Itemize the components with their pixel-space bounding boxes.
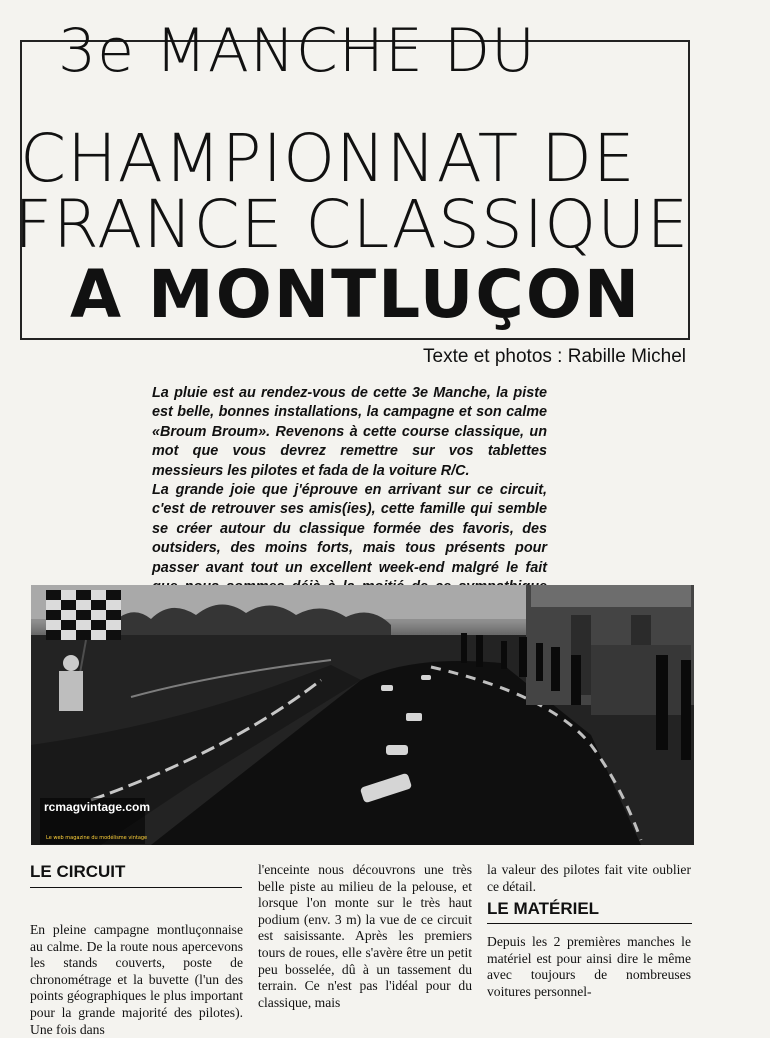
column-1-text: En pleine campagne montluçonnaise au calme. De la route nous apercevons les stands couverts, poste de chronométrage et la buvette (l'un des points géographiques le plus important pour la grande majorité des pilotes). Une fois dans [30, 922, 243, 1037]
intro-text [152, 384, 547, 617]
heading-rule [30, 887, 242, 888]
site-logo: rcmagvintage.com [44, 800, 151, 814]
intro-paragraph-1: La pluie est au rendez-vous de cette 3e Manche, la piste est belle, bonnes installations, la campagne et son calme «Broum Broum». Revenons à cette course classique, un mot que vous devrez remettre sur vos tablettes messieurs les pilotes et fada de la voiture R/C. [152, 385, 547, 479]
title-line-3: FRANCE CLASSIQUE [14, 186, 690, 263]
column-2-text: l'enceinte nous découvrons une très belle piste au milieu de la pelouse, et lorsque l'on monte sur le très haut podium (env. 3 m) la vue de ce circuit est saisissante. Après les premiers tours de roues, elle s'avère être un petit peu bosselée, dû à un tassement du terrain. Ce n'est pas l'idéal pour du classique, mais [258, 862, 472, 1010]
section-heading-circuit: LE CIRCUIT [30, 862, 126, 881]
intro-paragraph-2: La grande joie que j'éprouve en arrivant sur ce circuit, c'est de retrouver ses amis(ies), cette famille qui semble se créer autour du classique formée des favoris, des outsiders, des moins forts, mais tous présents pour passer avant tout un excellent week-end malgré le fait [152, 482, 547, 576]
title-line-1: 3e MANCHE DU [58, 16, 536, 86]
column-3-text-top: la valeur des pilotes fait vite oublier ce détail. [487, 862, 691, 894]
heading-rule [487, 923, 692, 924]
column-3-text-bottom: Depuis les 2 premières manches le matériel est pour ainsi dire le même avec toujours de nombreuses voitures personnel- [487, 934, 691, 999]
title-line-2: CHAMPIONNAT DE [20, 120, 636, 197]
title-line-4: A MONTLUÇON [70, 256, 642, 333]
site-tagline: Le web magazine du modélisme vintage [46, 835, 148, 841]
byline: Texte et photos : Rabille Michel [423, 346, 686, 367]
section-heading-materiel: LE MATÉRIEL [487, 899, 600, 918]
